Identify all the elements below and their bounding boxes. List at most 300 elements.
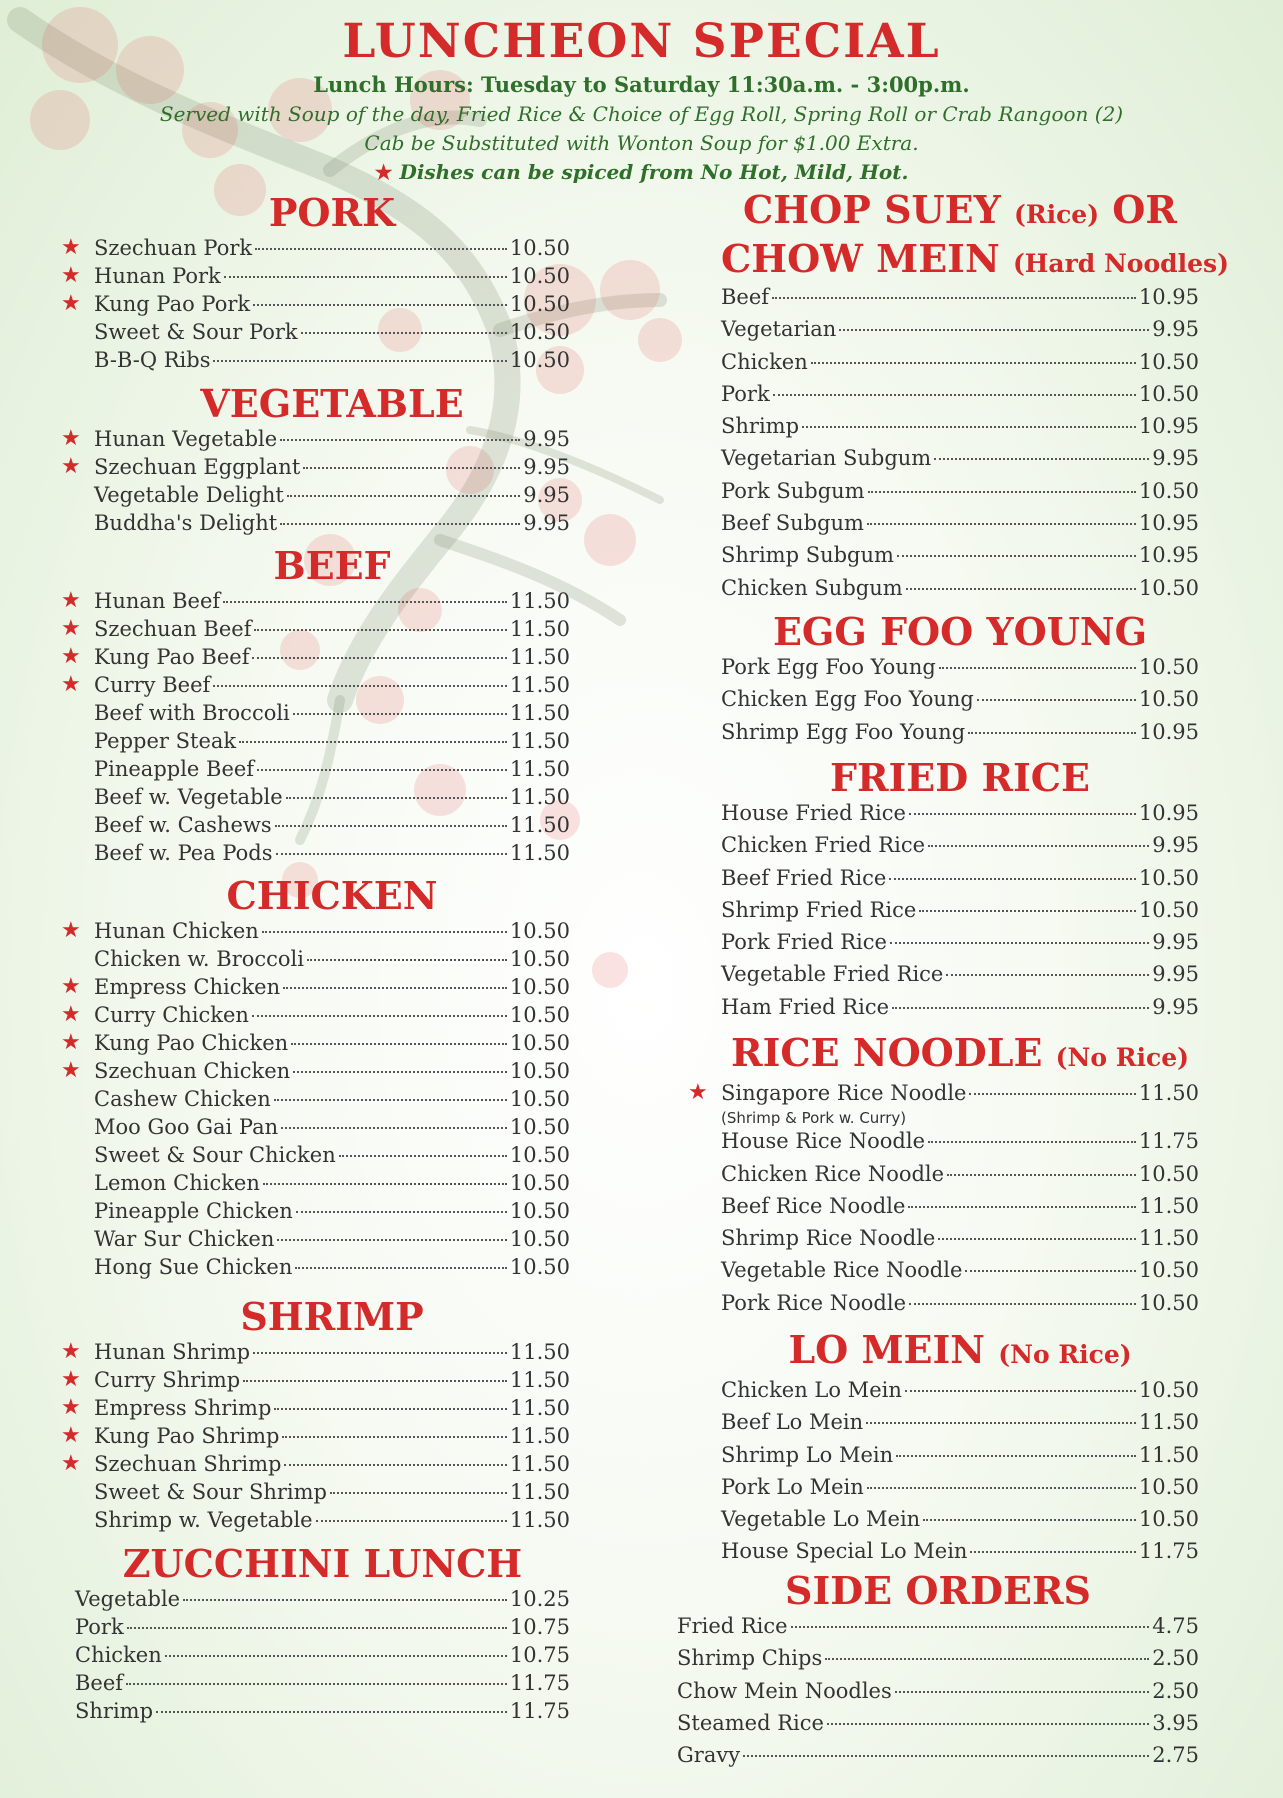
menu-item-name: Kung Pao Beef bbox=[94, 645, 250, 669]
dot-leader bbox=[868, 491, 1136, 493]
menu-item-name: Shrimp bbox=[721, 414, 800, 439]
menu-item bbox=[94, 348, 570, 376]
menu-item-name: Vegetarian bbox=[721, 317, 837, 342]
menu-item-name: Curry Shrimp bbox=[94, 1368, 241, 1392]
menu-item bbox=[677, 1743, 1199, 1775]
dot-leader bbox=[339, 1155, 507, 1157]
dot-leader bbox=[223, 601, 507, 603]
menu-item bbox=[94, 1143, 570, 1171]
section-title: VEGETABLE bbox=[200, 381, 464, 426]
dot-leader bbox=[825, 1658, 1149, 1660]
menu-item-price: 11.75 bbox=[1138, 1129, 1199, 1154]
menu-item-price: 11.50 bbox=[509, 841, 570, 865]
menu-item bbox=[61, 1423, 570, 1452]
section-fried-rice bbox=[721, 755, 1199, 1027]
section-chicken bbox=[61, 873, 570, 1283]
dot-leader bbox=[977, 699, 1136, 701]
dot-leader bbox=[968, 732, 1136, 734]
dot-leader bbox=[867, 1487, 1136, 1489]
dot-leader bbox=[889, 878, 1136, 880]
section-title bbox=[721, 1327, 1199, 1378]
menu-item-price: 11.75 bbox=[509, 1671, 570, 1695]
menu-item bbox=[94, 729, 570, 757]
spicy-star-icon: ★ bbox=[61, 1423, 81, 1448]
menu-item-price: 10.50 bbox=[509, 320, 570, 344]
menu-item-name: Moo Goo Gai Pan bbox=[94, 1115, 279, 1139]
spicy-star-icon: ★ bbox=[61, 263, 81, 288]
menu-item-name: Buddha's Delight bbox=[94, 511, 278, 535]
menu-item bbox=[61, 1451, 570, 1480]
dot-leader bbox=[896, 1455, 1136, 1457]
menu-item-price: 10.50 bbox=[1138, 349, 1199, 374]
menu-item-price: 11.50 bbox=[509, 645, 570, 669]
menu-item-name: Chicken bbox=[75, 1643, 162, 1667]
spicy-star-icon: ★ bbox=[61, 1451, 81, 1476]
menu-item-price: 10.95 bbox=[1138, 719, 1199, 744]
menu-item-price: 10.50 bbox=[509, 1255, 570, 1279]
menu-item-name: Kung Pao Shrimp bbox=[94, 1424, 280, 1448]
dot-leader bbox=[281, 1127, 507, 1129]
menu-item-name: Pineapple Beef bbox=[94, 757, 255, 781]
section-beef bbox=[61, 543, 570, 869]
page-title: LUNCHEON SPECIAL bbox=[342, 14, 941, 69]
dot-leader bbox=[316, 1520, 507, 1522]
menu-item bbox=[688, 1080, 1199, 1113]
section-rice-noodle bbox=[688, 1030, 1199, 1323]
dot-leader bbox=[923, 1519, 1136, 1521]
menu-item bbox=[61, 1030, 570, 1059]
menu-item-price: 9.95 bbox=[1152, 994, 1199, 1019]
menu-item bbox=[94, 1480, 570, 1508]
spicy-star-icon: ★ bbox=[61, 672, 81, 697]
menu-item-name: Beef w. Vegetable bbox=[94, 785, 283, 809]
served-with-note: Served with Soup of the day, Fried Rice & Choice of Egg Roll, Spring Roll or Crab Rangoon (2) bbox=[159, 102, 1124, 126]
menu-item-name: Pork Subgum bbox=[721, 478, 865, 503]
dot-leader bbox=[934, 458, 1149, 460]
menu-item-name: Hunan Shrimp bbox=[94, 1340, 251, 1364]
menu-item bbox=[721, 1162, 1199, 1194]
menu-item bbox=[721, 576, 1199, 608]
dot-leader bbox=[284, 1464, 506, 1466]
dot-leader bbox=[280, 439, 520, 441]
menu-item-name: Beef with Broccoli bbox=[94, 701, 290, 725]
menu-item bbox=[61, 1002, 570, 1031]
dot-leader bbox=[791, 1626, 1150, 1628]
menu-item-price: 10.75 bbox=[509, 1615, 570, 1639]
menu-item-name: Szechuan Shrimp bbox=[94, 1452, 282, 1476]
section-zucchini-lunch bbox=[75, 1541, 570, 1727]
menu-item bbox=[61, 1339, 570, 1368]
menu-item-price: 10.50 bbox=[1138, 687, 1199, 712]
menu-item-name: Sweet & Sour Chicken bbox=[94, 1143, 336, 1167]
menu-item bbox=[677, 1679, 1199, 1711]
menu-item bbox=[721, 720, 1199, 752]
section-vegetable bbox=[61, 381, 570, 539]
spicy-star-icon: ★ bbox=[61, 1002, 81, 1027]
dot-leader bbox=[276, 853, 507, 855]
menu-item-name: Chicken Egg Foo Young bbox=[721, 687, 974, 712]
menu-item-name: Shrimp Lo Mein bbox=[721, 1442, 894, 1467]
menu-item bbox=[94, 1087, 570, 1115]
dot-leader bbox=[905, 1390, 1136, 1392]
menu-item-price: 11.50 bbox=[1138, 1081, 1199, 1105]
menu-item-name: Pineapple Chicken bbox=[94, 1199, 293, 1223]
dot-leader bbox=[890, 942, 1149, 944]
menu-item-name: Hong Sue Chicken bbox=[94, 1255, 293, 1279]
dot-leader bbox=[252, 657, 506, 659]
dot-leader bbox=[252, 1015, 507, 1017]
menu-item-name: Hunan Beef bbox=[94, 589, 221, 613]
dot-leader bbox=[263, 1183, 507, 1185]
dot-leader bbox=[892, 1007, 1149, 1009]
menu-item-name: Chow Mein Noodles bbox=[677, 1678, 892, 1703]
spicy-star-icon: ★ bbox=[61, 616, 81, 641]
menu-item-name: Shrimp w. Vegetable bbox=[94, 1508, 313, 1532]
section-title: FRIED RICE bbox=[829, 755, 1091, 800]
menu-item-name: Curry Beef bbox=[94, 673, 211, 697]
menu-item-price: 10.50 bbox=[509, 1087, 570, 1111]
menu-item-price: 10.50 bbox=[509, 975, 570, 999]
menu-item-name: Kung Pao Chicken bbox=[94, 1031, 289, 1055]
dot-leader bbox=[867, 523, 1136, 525]
dot-leader bbox=[866, 1422, 1136, 1424]
menu-item bbox=[94, 813, 570, 841]
menu-item-price: 11.75 bbox=[1138, 1539, 1199, 1564]
section-title-sub: (Rice) bbox=[1013, 200, 1100, 229]
dot-leader bbox=[946, 974, 1149, 976]
dot-leader bbox=[296, 1211, 507, 1213]
menu-item bbox=[75, 1643, 570, 1671]
menu-item-price: 10.50 bbox=[1138, 1378, 1199, 1402]
menu-item-price: 9.95 bbox=[523, 511, 570, 535]
section-title-main: LO MEIN bbox=[788, 1327, 986, 1372]
menu-item bbox=[721, 1443, 1199, 1475]
menu-item-name: Gravy bbox=[677, 1743, 741, 1768]
menu-item bbox=[94, 785, 570, 813]
menu-item-name: Beef w. Cashews bbox=[94, 813, 272, 837]
menu-item-name: Empress Chicken bbox=[94, 975, 281, 999]
substitute-note: Cab be Substituted with Wonton Soup for $1.00 Extra. bbox=[364, 131, 919, 155]
dot-leader bbox=[253, 1352, 507, 1354]
menu-item bbox=[721, 446, 1199, 478]
menu-item bbox=[721, 414, 1199, 446]
menu-item-name: Shrimp Subgum bbox=[721, 543, 894, 568]
menu-item-price: 11.50 bbox=[1138, 1410, 1199, 1435]
menu-item-name: Sweet & Sour Shrimp bbox=[94, 1480, 327, 1504]
dot-leader bbox=[283, 987, 507, 989]
section-egg-foo-young bbox=[721, 609, 1199, 752]
menu-item-price: 11.50 bbox=[1138, 1193, 1199, 1218]
dot-leader bbox=[303, 467, 520, 469]
menu-item bbox=[721, 285, 1199, 317]
menu-item-name: Pork bbox=[721, 381, 770, 406]
menu-item bbox=[61, 291, 570, 320]
menu-item bbox=[721, 687, 1199, 719]
menu-item-name: Ham Fried Rice bbox=[721, 994, 890, 1019]
menu-item-name: Shrimp Fried Rice bbox=[721, 897, 917, 922]
dot-leader bbox=[213, 685, 507, 687]
dot-leader bbox=[165, 1655, 507, 1657]
menu-item-name: Beef Lo Mein bbox=[721, 1410, 864, 1435]
section-title: ZUCCHINI LUNCH bbox=[122, 1541, 523, 1586]
menu-item-price: 11.75 bbox=[509, 1699, 570, 1723]
spicy-star-icon: ★ bbox=[61, 918, 81, 943]
section-title-main: RICE NOODLE bbox=[731, 1030, 1043, 1075]
dot-leader bbox=[743, 1755, 1149, 1757]
menu-item bbox=[721, 1475, 1199, 1507]
menu-item bbox=[721, 317, 1199, 349]
menu-item-price: 11.50 bbox=[509, 701, 570, 725]
menu-item-price: 10.50 bbox=[509, 292, 570, 316]
spicy-star-icon: ★ bbox=[61, 1058, 81, 1083]
menu-item-price: 10.50 bbox=[1138, 1290, 1199, 1315]
menu-item-name: Cashew Chicken bbox=[94, 1087, 271, 1111]
menu-item bbox=[721, 962, 1199, 994]
menu-item-price: 9.95 bbox=[1152, 446, 1199, 471]
menu-item bbox=[721, 655, 1199, 687]
section-title: PORK bbox=[268, 190, 396, 235]
menu-item-name: Chicken Lo Mein bbox=[721, 1378, 902, 1402]
menu-item-name: House Fried Rice bbox=[721, 801, 906, 825]
dot-leader bbox=[909, 813, 1136, 815]
dot-leader bbox=[239, 741, 507, 743]
dot-leader bbox=[126, 1683, 507, 1685]
menu-item bbox=[94, 1115, 570, 1143]
dot-leader bbox=[773, 394, 1136, 396]
dot-leader bbox=[919, 910, 1136, 912]
dot-leader bbox=[287, 495, 520, 497]
menu-item bbox=[94, 757, 570, 785]
menu-item bbox=[721, 1194, 1199, 1226]
section-title-sub: (Hard Noodles) bbox=[1012, 249, 1229, 278]
section-title: CHICKEN bbox=[226, 873, 438, 918]
menu-item-name: Curry Chicken bbox=[94, 1003, 249, 1027]
menu-item-price: 10.50 bbox=[509, 1199, 570, 1223]
spice-note bbox=[0, 158, 1283, 187]
menu-item-price: 9.95 bbox=[523, 427, 570, 451]
menu-item-price: 10.50 bbox=[1138, 381, 1199, 406]
menu-item-name: Vegetable bbox=[75, 1587, 181, 1611]
section-title: BEEF bbox=[273, 543, 391, 588]
menu-item-price: 10.50 bbox=[1138, 897, 1199, 922]
menu-item-price: 9.95 bbox=[1152, 930, 1199, 955]
section-title-line1: CHOP SUEY bbox=[743, 187, 1001, 232]
menu-item-name: Pork bbox=[75, 1615, 124, 1639]
menu-item bbox=[721, 930, 1199, 962]
menu-item-name: Vegetable Delight bbox=[94, 483, 284, 507]
dot-leader bbox=[969, 1093, 1135, 1095]
menu-item-price: 2.75 bbox=[1152, 1743, 1199, 1768]
menu-item bbox=[721, 1410, 1199, 1442]
menu-item bbox=[94, 511, 570, 539]
menu-item-name: Fried Rice bbox=[677, 1614, 788, 1638]
menu-item-price: 11.50 bbox=[509, 1396, 570, 1420]
menu-item-price: 11.50 bbox=[509, 1340, 570, 1364]
menu-item-price: 11.50 bbox=[509, 729, 570, 753]
section-title-sub: (No Rice) bbox=[1055, 1043, 1189, 1072]
menu-item-price: 11.50 bbox=[1138, 1442, 1199, 1467]
dot-leader bbox=[275, 825, 507, 827]
dot-leader bbox=[293, 713, 507, 715]
menu-item-price: 10.50 bbox=[509, 348, 570, 372]
menu-item-name: Chicken w. Broccoli bbox=[94, 947, 304, 971]
menu-item-name: Vegetable Lo Mein bbox=[721, 1507, 921, 1532]
menu-item-price: 10.50 bbox=[1138, 1474, 1199, 1499]
section-lo-mein bbox=[721, 1327, 1199, 1572]
spicy-star-icon: ★ bbox=[61, 454, 81, 479]
menu-item bbox=[721, 1539, 1199, 1571]
menu-item bbox=[61, 588, 570, 617]
menu-item-name: Pork Lo Mein bbox=[721, 1474, 864, 1499]
menu-item-price: 10.75 bbox=[509, 1643, 570, 1667]
menu-item-price: 11.50 bbox=[509, 1368, 570, 1392]
section-chop-suey-chow-mein bbox=[721, 187, 1229, 608]
section-title bbox=[721, 1030, 1199, 1081]
menu-item-price: 9.95 bbox=[1152, 962, 1199, 987]
spice-note-text: Dishes can be spiced from No Hot, Mild, Hot. bbox=[399, 160, 909, 184]
menu-item bbox=[721, 1226, 1199, 1258]
menu-item-price: 10.50 bbox=[1138, 575, 1199, 600]
menu-item-price: 10.95 bbox=[1138, 511, 1199, 536]
menu-item-price: 10.50 bbox=[509, 1143, 570, 1167]
section-title: SHRIMP bbox=[240, 1294, 424, 1339]
menu-item-name: Shrimp Chips bbox=[677, 1646, 823, 1671]
dot-leader bbox=[908, 1206, 1135, 1208]
menu-item-price: 10.50 bbox=[1138, 865, 1199, 890]
menu-item bbox=[721, 898, 1199, 930]
dot-leader bbox=[243, 1380, 507, 1382]
menu-header bbox=[0, 14, 1283, 187]
menu-item bbox=[721, 350, 1199, 382]
menu-item-name: Beef bbox=[75, 1671, 124, 1695]
menu-item-price: 10.95 bbox=[1138, 414, 1199, 439]
menu-item-price: 9.95 bbox=[1152, 833, 1199, 858]
dot-leader bbox=[293, 1071, 507, 1073]
section-title-line2: CHOW MEIN bbox=[721, 236, 1000, 281]
dot-leader bbox=[965, 1270, 1135, 1272]
menu-item bbox=[721, 1507, 1199, 1539]
section-shrimp bbox=[61, 1294, 570, 1536]
dot-leader bbox=[947, 1174, 1136, 1176]
menu-item-price: 10.50 bbox=[1138, 478, 1199, 503]
menu-item bbox=[61, 974, 570, 1003]
spicy-star-icon: ★ bbox=[688, 1080, 708, 1105]
menu-item bbox=[61, 1395, 570, 1424]
dot-leader bbox=[253, 304, 507, 306]
menu-item bbox=[61, 235, 570, 264]
menu-item bbox=[94, 841, 570, 869]
dot-leader bbox=[286, 797, 507, 799]
dot-leader bbox=[282, 1436, 506, 1438]
dot-leader bbox=[906, 588, 1136, 590]
menu-item-name: Szechuan Chicken bbox=[94, 1059, 291, 1083]
menu-item bbox=[677, 1614, 1199, 1646]
menu-item bbox=[721, 801, 1199, 833]
menu-item-name: Shrimp bbox=[75, 1699, 154, 1723]
menu-item-name: Beef Rice Noodle bbox=[721, 1193, 906, 1218]
menu-item bbox=[61, 454, 570, 483]
menu-item-price: 2.50 bbox=[1152, 1678, 1199, 1703]
dot-leader bbox=[295, 1267, 507, 1269]
dot-leader bbox=[772, 297, 1136, 299]
dot-leader bbox=[183, 1599, 507, 1601]
menu-item-price: 11.50 bbox=[509, 617, 570, 641]
menu-item-price: 2.50 bbox=[1152, 1646, 1199, 1671]
star-icon: ★ bbox=[374, 160, 393, 184]
menu-item-price: 11.50 bbox=[509, 785, 570, 809]
menu-item-price: 10.95 bbox=[1138, 543, 1199, 568]
menu-item-name: Beef Subgum bbox=[721, 511, 864, 536]
menu-item bbox=[721, 511, 1199, 543]
menu-item-price: 11.50 bbox=[509, 813, 570, 837]
dot-leader bbox=[254, 629, 506, 631]
menu-item bbox=[721, 382, 1199, 414]
dot-leader bbox=[127, 1627, 507, 1629]
menu-item-name: Chicken Subgum bbox=[721, 575, 903, 600]
menu-item bbox=[75, 1671, 570, 1699]
dot-leader bbox=[928, 1141, 1136, 1143]
menu-item bbox=[61, 1367, 570, 1396]
menu-item-name: B-B-Q Ribs bbox=[94, 348, 211, 372]
spicy-star-icon: ★ bbox=[61, 588, 81, 613]
menu-item-name: Vegetarian Subgum bbox=[721, 446, 932, 471]
menu-item-price: 11.50 bbox=[1138, 1226, 1199, 1251]
menu-item-price: 10.50 bbox=[509, 1227, 570, 1251]
menu-item-price: 10.50 bbox=[1138, 1161, 1199, 1186]
menu-item bbox=[94, 1227, 570, 1255]
menu-item-name: Vegetable Rice Noodle bbox=[721, 1258, 963, 1283]
dot-leader bbox=[939, 667, 1136, 669]
menu-item-name: Lemon Chicken bbox=[94, 1171, 260, 1195]
dot-leader bbox=[274, 1408, 506, 1410]
menu-item-price: 10.50 bbox=[509, 264, 570, 288]
menu-item bbox=[61, 426, 570, 455]
section-title: EGG FOO YOUNG bbox=[772, 609, 1148, 654]
menu-item-name: Pork Fried Rice bbox=[721, 930, 887, 955]
dot-leader bbox=[802, 426, 1136, 428]
menu-item-price: 11.50 bbox=[509, 1508, 570, 1532]
dot-leader bbox=[928, 845, 1149, 847]
menu-item-price: 11.50 bbox=[509, 1452, 570, 1476]
spicy-star-icon: ★ bbox=[61, 1030, 81, 1055]
menu-item-price: 11.50 bbox=[509, 589, 570, 613]
menu-item-name: Chicken bbox=[721, 349, 808, 374]
section-title-or: OR bbox=[1112, 187, 1177, 232]
menu-item-name: Sweet & Sour Pork bbox=[94, 320, 298, 344]
menu-item bbox=[677, 1711, 1199, 1743]
menu-item-price: 10.50 bbox=[1138, 1507, 1199, 1532]
menu-item bbox=[677, 1646, 1199, 1678]
menu-item-name: House Special Lo Mein bbox=[721, 1539, 968, 1564]
menu-item-name: Shrimp Egg Foo Young bbox=[721, 719, 966, 744]
menu-item-name: Chicken Rice Noodle bbox=[721, 1161, 945, 1186]
menu-item-name: Szechuan Eggplant bbox=[94, 455, 301, 479]
menu-item-price: 11.50 bbox=[509, 1480, 570, 1504]
dot-leader bbox=[897, 555, 1136, 557]
dot-leader bbox=[255, 248, 507, 250]
dot-leader bbox=[330, 1492, 507, 1494]
dot-leader bbox=[291, 1043, 507, 1045]
dot-leader bbox=[274, 1099, 507, 1101]
menu-item bbox=[94, 1255, 570, 1283]
menu-item bbox=[61, 616, 570, 645]
section-pork bbox=[61, 190, 570, 376]
menu-item-price: 10.50 bbox=[509, 1171, 570, 1195]
menu-item bbox=[61, 672, 570, 701]
menu-item bbox=[721, 1378, 1199, 1410]
menu-item-name: Hunan Vegetable bbox=[94, 427, 278, 451]
menu-item bbox=[721, 1258, 1199, 1290]
